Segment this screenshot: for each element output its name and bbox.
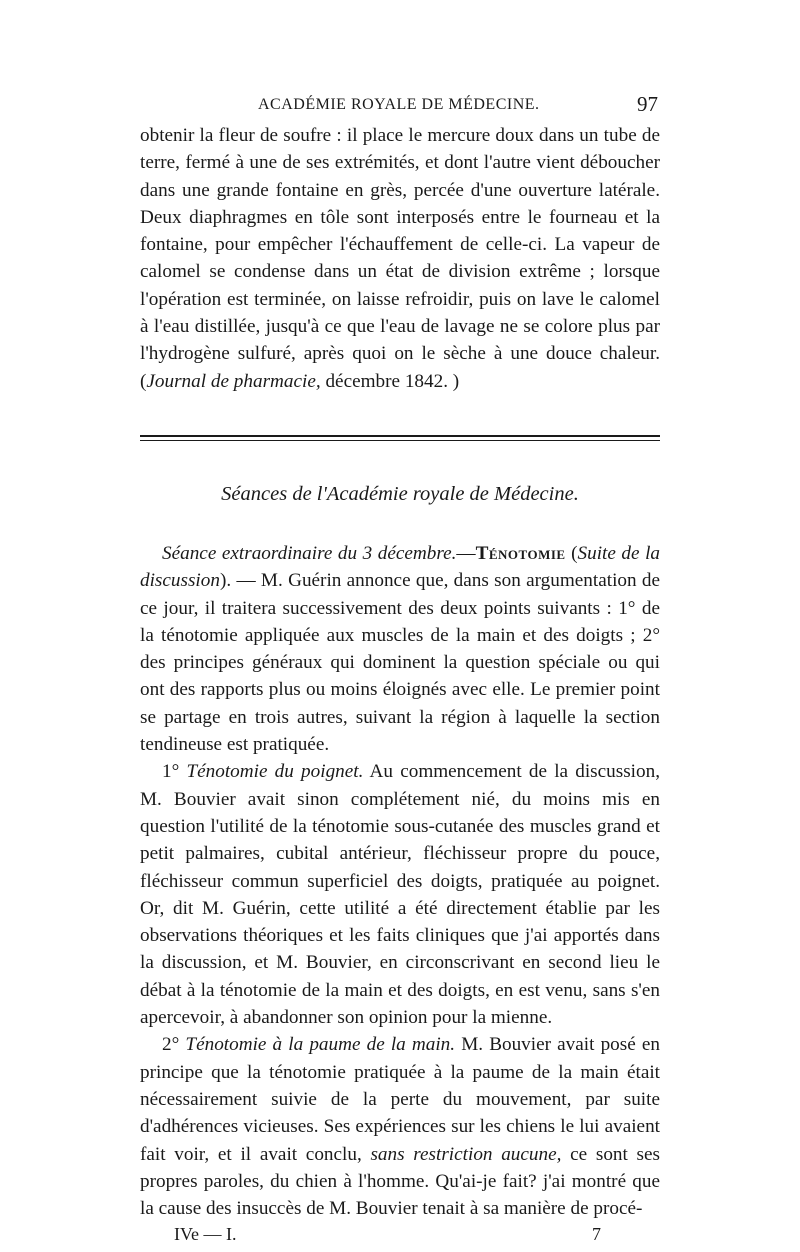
intro-text: obtenir la fleur de soufre : il place le mercure doux dans un tube de terre, fermé à une de ses extrémités, et dont l'autre vient déboucher dans une grande fontaine en grès, percée d'une ouverture latérale. Deux diaphragmes en tôle sont interposés entre le fourneau et la fontaine, pour empêcher l'échauffement de celle-ci. La vapeur de calomel se condense dans un état de division extrême ; lorsque l'opération est terminée, on laisse refroidir, puis on lave le calomel à l'eau distillée, jusqu'à ce que l'eau de lavage ne se colore plus par l'hydrogène sulfuré, après quoi on le sèche à une douce chaleur. ( bbox=[140, 125, 660, 392]
item-number-2: 2° bbox=[162, 1034, 186, 1056]
suite-open: ( bbox=[565, 542, 578, 564]
session-body: ). — M. Guérin annonce que, dans son argumentation de ce jour, il traitera successivement des deux points suivants : 1° de la ténotomie appliquée aux muscles de la main et des doigts ; 2° des principes généraux qui dominent la question spéciale ou qui ont des rapports plus ou moins éloignés avec elle. Le premier point se partage en trois autres, suivant la région à laquelle la section tendineuse est pratiquée. bbox=[140, 570, 660, 756]
item-number-1: 1° bbox=[162, 761, 187, 783]
section-title: Séances de l'Académie royale de Médecine. bbox=[221, 482, 579, 505]
running-title: ACADÉMIE ROYALE DE MÉDECINE. bbox=[258, 96, 540, 113]
body-poignet: Au commencement de la discussion, M. Bouvier avait sinon complétement nié, du moins mis en question l'utilité de la ténotomie sous-cutanée des muscles grand et petit palmaires, cubital antérieur, fléchisseur propre du pouce, fléchisseur commun superficiel des doigts, pratiquée au poignet. Or, dit M. Guérin, cette utilité a été directement établie par les observations théoriques et les faits cliniques que j'ai apportés dans la discussion, et M. Bouvier, en circonscrivant en second lieu le débat à la ténotomie de la main et des doigts, en est venu, sans s'en apercevoir, à abandonner son opinion pour la mienne. bbox=[140, 761, 660, 1029]
divider-rule-thin bbox=[140, 440, 660, 441]
body-paume-end: ce sont ses propres paroles, du chien à l'homme. Qu'ai-je fait? j'ai montré que la cause des insuccès de M. Bouvier tenait à sa manière de procé- bbox=[140, 1143, 660, 1220]
emphasis-restriction: sans restriction aucune, bbox=[370, 1143, 562, 1165]
page-number: 97 bbox=[637, 92, 658, 116]
dash: — bbox=[456, 542, 476, 564]
section-divider bbox=[140, 435, 660, 441]
printer-signature: IVe — I. bbox=[174, 1224, 237, 1245]
page-header bbox=[140, 92, 660, 122]
book-page bbox=[140, 92, 660, 1252]
intro-paragraph bbox=[140, 122, 660, 395]
paragraph-paume bbox=[140, 1031, 660, 1222]
session-label: Séance extraordinaire du 3 décembre. bbox=[162, 542, 457, 564]
citation-date: décembre 1842. ) bbox=[320, 370, 460, 392]
heading-paume: Ténotomie à la paume de la main. bbox=[185, 1034, 456, 1056]
paragraph-session bbox=[140, 540, 660, 758]
body-paume: M. Bouvier avait posé en principe que la ténotomie pratiquée à la paume de la main était nécessairement suivie de la perte du mouvement, par suite d'adhérences vicieuses. Ses expériences sur les chiens le lui avaient fait voir, et il avait conclu, bbox=[140, 1034, 660, 1165]
topic-heading: Ténotomie bbox=[475, 542, 566, 564]
suite-label: Suite de la discussion bbox=[140, 542, 660, 592]
journal-citation: Journal de pharmacie, bbox=[146, 370, 321, 392]
heading-poignet: Ténotomie du poignet. bbox=[186, 761, 364, 783]
sheet-number: 7 bbox=[592, 1224, 601, 1245]
page-footer bbox=[140, 1224, 660, 1252]
divider-rule-thick bbox=[140, 435, 660, 437]
paragraph-poignet bbox=[140, 758, 660, 1031]
